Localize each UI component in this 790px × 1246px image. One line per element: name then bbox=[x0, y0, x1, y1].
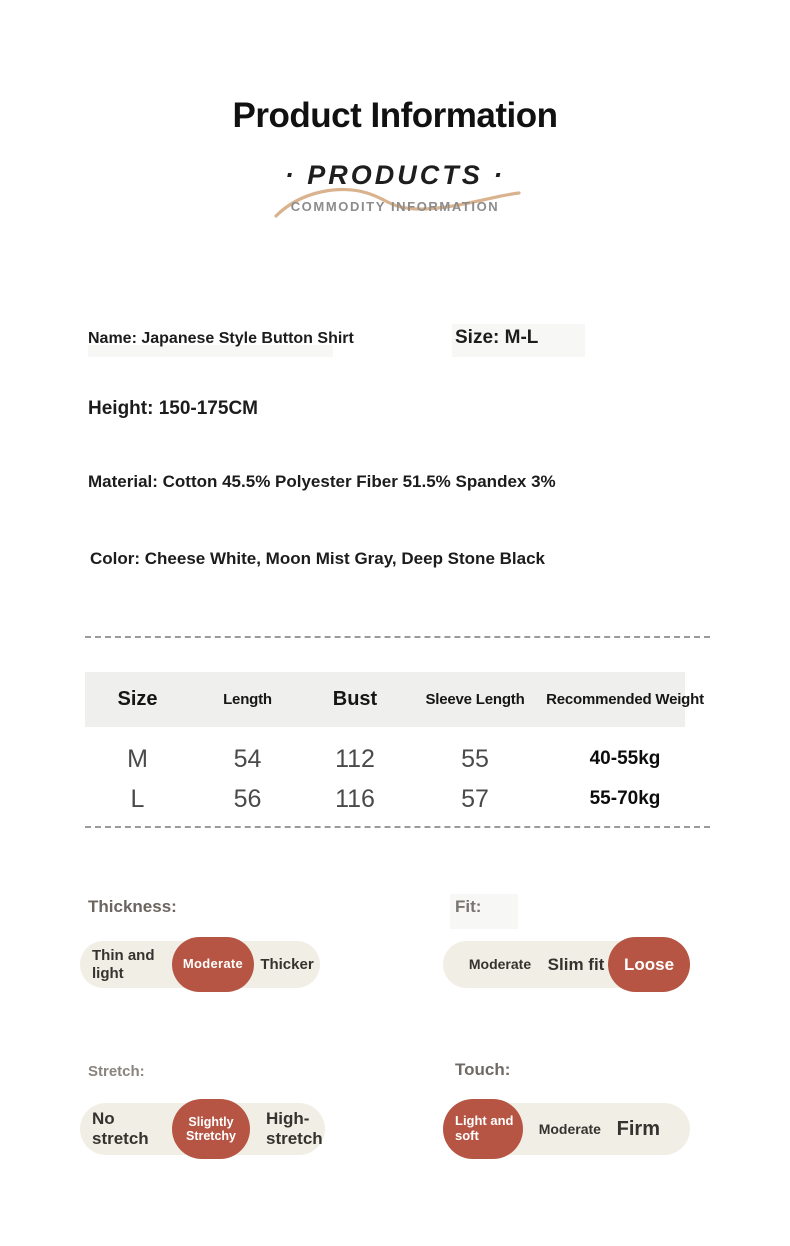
products-subtitle: · PRODUCTS · bbox=[284, 160, 506, 190]
option-firm[interactable]: Firm bbox=[616, 1117, 660, 1140]
option-moderate-selected[interactable]: Moderate bbox=[172, 937, 254, 992]
product-size-text: Size: M-L bbox=[455, 327, 539, 348]
option-thicker[interactable]: Thicker bbox=[260, 955, 314, 973]
page-title: Product Information bbox=[232, 96, 558, 135]
size-table-header-row bbox=[85, 672, 705, 727]
option-moderate[interactable]: Moderate bbox=[538, 1120, 601, 1137]
option-high-stretch[interactable]: High-stretch bbox=[266, 1109, 323, 1148]
product-name-text: Name: Japanese Style Button Shirt bbox=[88, 330, 354, 347]
product-material-text: Material: Cotton 45.5% Polyester Fiber 51.5% Spandex 3% bbox=[88, 472, 556, 491]
fit-label: Fit: bbox=[455, 897, 482, 916]
divider-dashed-top bbox=[85, 636, 710, 638]
option-moderate[interactable]: Moderate bbox=[468, 956, 532, 973]
thickness-options bbox=[80, 941, 320, 988]
option-thin-and-light[interactable]: Thin and light bbox=[92, 947, 155, 982]
stretch-options bbox=[80, 1103, 325, 1155]
option-no-stretch[interactable]: No stretch bbox=[92, 1109, 149, 1148]
cell-bust: 116 bbox=[335, 784, 375, 813]
option-slim-fit[interactable]: Slim fit bbox=[547, 954, 605, 974]
column-header-recommended-weight: Recommended Weight bbox=[546, 691, 704, 708]
option-loose-selected[interactable]: Loose bbox=[608, 937, 690, 992]
stretch-label: Stretch: bbox=[88, 1063, 145, 1080]
thickness-label: Thickness: bbox=[88, 897, 177, 916]
cell-length: 56 bbox=[233, 784, 262, 813]
product-height-text: Height: 150-175CM bbox=[88, 398, 258, 419]
option-slightly-stretchy-selected[interactable]: Slightly Stretchy bbox=[172, 1099, 250, 1159]
cell-length: 54 bbox=[233, 744, 262, 773]
divider-dashed-bottom bbox=[85, 826, 710, 828]
cell-bust: 112 bbox=[335, 744, 375, 773]
table-row bbox=[85, 740, 705, 778]
column-header-bust: Bust bbox=[332, 688, 378, 710]
table-row bbox=[85, 780, 705, 818]
cell-sleeve-length: 57 bbox=[461, 784, 489, 813]
cell-size: M bbox=[127, 744, 148, 773]
cell-recommended-weight: 40-55kg bbox=[589, 748, 661, 769]
column-header-size: Size bbox=[117, 688, 158, 710]
cell-sleeve-length: 55 bbox=[461, 744, 489, 773]
option-light-and-soft-selected[interactable]: Light and soft bbox=[443, 1099, 523, 1159]
fit-options bbox=[443, 941, 690, 988]
cell-recommended-weight: 55-70kg bbox=[589, 788, 661, 809]
cell-size: L bbox=[130, 784, 145, 813]
product-color-text: Color: Cheese White, Moon Mist Gray, Deep Stone Black bbox=[90, 549, 545, 568]
touch-label: Touch: bbox=[455, 1060, 511, 1079]
column-header-sleeve-length: Sleeve Length bbox=[425, 691, 525, 708]
touch-options bbox=[443, 1103, 690, 1155]
column-header-length: Length bbox=[223, 691, 272, 708]
commodity-tagline: COMMODITY INFORMATION bbox=[290, 199, 500, 214]
